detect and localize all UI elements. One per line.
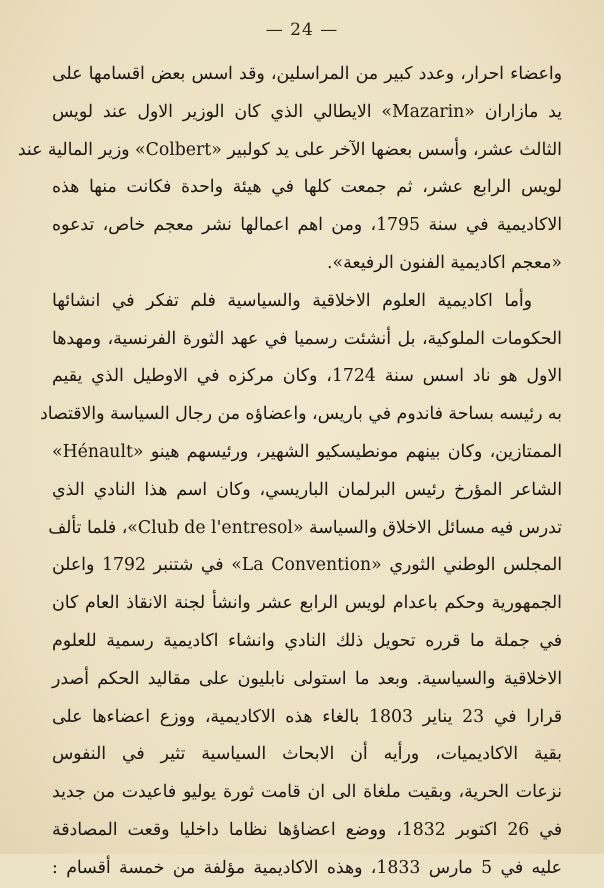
text-line: تدرس فيه مسائل الاخلاق والسياسة «Club de l'entresol»، فلما تألف [48, 517, 562, 538]
text-line: به رئيسه بساحة فاندوم في باريس، واعضاؤه من رجال السياسة والاقتصاد [40, 404, 562, 425]
text-line: نزعات الحرية، وبقيت ملغاة الى ان قامت ثورة يوليو فاعيدت من جديد [52, 782, 562, 803]
text-line: الاكاديمية في سنة 1795، ومن اهم اعمالها نشر معجم خاص، تدعوه [52, 215, 563, 236]
text-line: الاخلاقية والسياسية. وبعد ما استولى نابليون على مقاليد الحكم أصدر [52, 668, 562, 689]
text-line: الممتازين، وكان بينهم مونطيسكيو الشهير، ورئيسهم هينو «Hénault» [52, 441, 562, 462]
text-line: المجلس الوطني الثوري «La Convention» في شتنبر 1792 واعلن [52, 555, 563, 576]
text-line: الجمهورية وحكم باعدام لويس الرابع عشر وانشأ لجنة الانقاذ العام كان [52, 593, 562, 614]
text-line: في 26 اكتوبر 1832، ووضع اعضاؤها نظاما داخليا وقعت المصادقة [52, 819, 562, 840]
text-line: وأما اكاديمية العلوم الاخلاقية والسياسية فلم تفكر في انشائها [52, 290, 532, 311]
text-line: الشاعر المؤرخ رئيس البرلمان الباريسي، وكان اسم هذا النادي الذي [52, 479, 562, 500]
text-line: الثالث عشر، وأسس بعضها الآخر على يد كولبير «Colbert» وزير المالية عند [17, 139, 562, 160]
page-number: — 24 — [265, 20, 339, 40]
text-line: الحكومات الملوكية، بل أنشئت رسميا في عهد الثورة الفرنسية، ومهدها [52, 328, 562, 349]
text-line: لويس الرابع عشر، ثم جمعت كلها في هيئة واحدة فكانت منها هذه [52, 177, 562, 198]
body-text [17, 56, 563, 888]
text-line: «معجم اكاديمية الفنون الرفيعة». [327, 252, 562, 273]
text-line: الاول هو ناد اسس سنة 1724، وكان مركزه في الاوطيل الذي يقيم [52, 366, 562, 387]
text-line: عليه في 5 مارس 1833، وهذه الاكاديمية مؤلفة من خمسة أقسام : [52, 857, 562, 878]
text-line: في جملة ما قرره تحويل ذلك النادي وانشاء اكاديمية رسمية للعلوم [52, 630, 562, 651]
text-line: يد مازاران «Mazarin» الايطالي الذي كان الوزير الاول عند لويس [52, 101, 562, 122]
text-line: بقية الاكاديميات، ورأيه أن الابحاث السياسية تثير في النفوس [52, 744, 562, 765]
text-line: واعضاء احرار، وعدد كبير من المراسلين، وقد اسس بعض اقسامها على [52, 64, 562, 84]
text-line: قرارا في 23 يناير 1803 بالغاء هذه الاكاديمية، ووزع اعضاءها على [52, 706, 562, 727]
